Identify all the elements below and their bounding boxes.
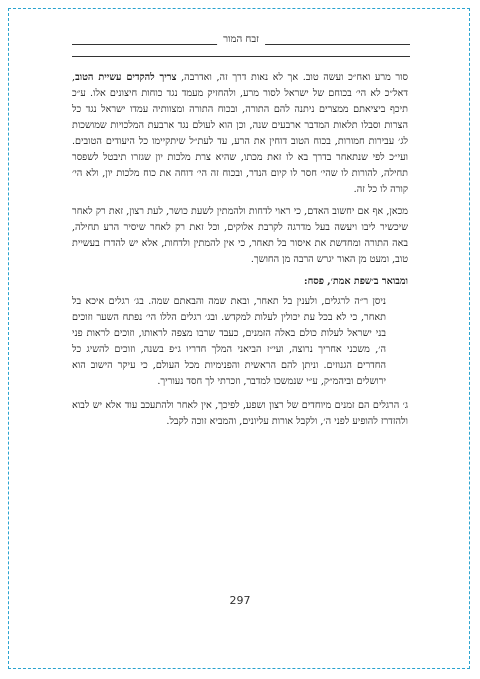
block-quote: ניסן ר״ה לרגלים, ולענין בל תאחר, ובאת שמה והבאתם שמה. בג׳ רגלים איכא בל תאחר, כי לא בכל עת יכולין לעלות למקדש. ובג׳ רגלים הללו הי׳ נפתח השער וזוכים בני ישראל לעלות כולם באלה הזמנים, כעבד שרבו מצפה לראותו, וזוכים לראות פני ה׳, משכני אחריך נרוצה, ועי״ז הביאני המלך חדריו ג״פ בשנה, וזוכים להשיג כל החדרים הגנוזים. וניתן להם הראשית והפנימיות מכל העולם, כי עיקר הישוב הוא ירושלים וביהמ״ק, ע״י שנמשכו למדבר, וזכרתי לך חסד נעוריך. bbox=[72, 296, 386, 387]
paragraph-3: ג׳ הרגלים הם זמנים מיוחדים של רצון ושפע, לפיכך, אין לאחר ולהתעכב עוד אלא יש לבוא ולהזדרז להופיע לפני ה׳, ולקבל אורות עליונים, והמביא זוכה לקבל. bbox=[72, 400, 408, 427]
page-number: 297 bbox=[229, 594, 251, 607]
source-citation: ומבואר ב׳שפת אמת׳, פסח: bbox=[304, 276, 408, 287]
header-rule-bottom bbox=[72, 56, 410, 57]
running-header bbox=[72, 30, 410, 60]
paragraph-2: מכאן, אף אם יחשוב האדם, כי ראוי לדחות ולהמתין לשעת כושר, לעת רצון, זאת רק לאחר שיכשיר ליבו ויעשה בעל מדרגה לקרבת אלוקים, וכל זאת רק לאחר שיסיר הרע תחילה, באה התורה ומחדשת את איסור בל תאחר, כי אין להמתין ולדחות, אלא יש להדרז בעשיית טוב, ומעט מן האור יגרש הרבה מן החושך. bbox=[72, 206, 408, 265]
page-body bbox=[72, 70, 408, 436]
paragraph-1 bbox=[72, 70, 408, 198]
paragraph-1-bold-phrase: צריך להקדים עשיית הטוב bbox=[75, 72, 177, 83]
header-title: זבח המור bbox=[217, 34, 265, 45]
paragraph-1-text-b: , דאל״כ לא הי׳ בכוחם של ישראל לסור מרע, ולהחזיק מעמד נגד כוחות חיצונים אלו. ע״כ תיכף ביציאתם ממצרים ניתנה להם התורה, ובכוח התורה ומצוותיה עמדו ישראל נגד כל הצרות וסבלו תלאות המדבר ארבעים שנה, וכן הוא לעולם נגד ארבעת המלכויות שמושכות לג׳ עבירות חמורות, בכוח הטוב דוחין את הרע, עד לעת״ל שיתקיימו כל היעודים הטובים. ועי״כ לפי שנתאחר בדרך בא לו זאת מכתו, שהיא צרת מלכות יון שגזרו תיבטל לשפסר תחילה, להורות לו שהי׳ חסר לו קיום הנדר, ובכוח זה הי׳ דוחה את כוח מלכות יון, ולא הי׳ קורה לו כל זה. bbox=[72, 72, 408, 195]
paragraph-1-text-a: סור מרע ואח״כ ועשה טוב. אך לא נאות דרך זה, ואדרבה, bbox=[176, 72, 409, 83]
